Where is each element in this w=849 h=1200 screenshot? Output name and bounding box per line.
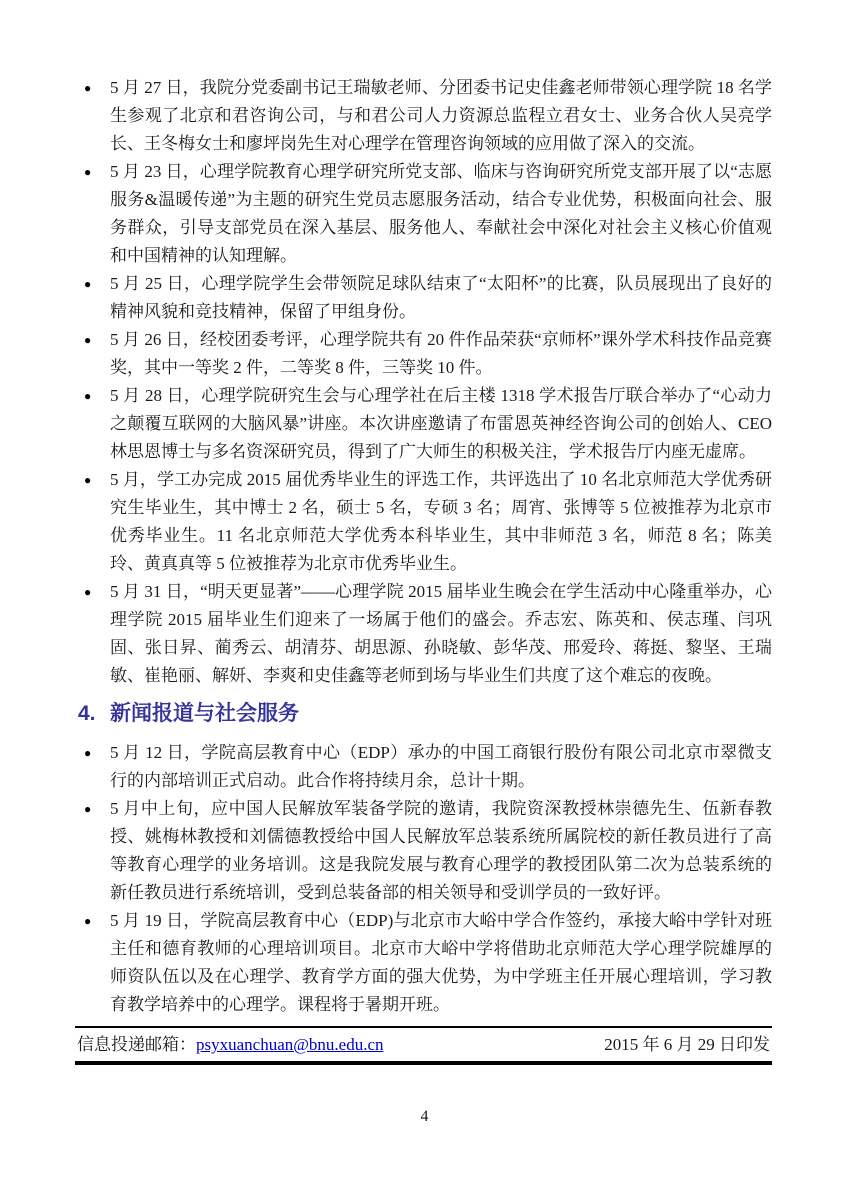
section-title: 新闻报道与社会服务 (110, 702, 299, 725)
footer-rule-thick (75, 1061, 772, 1065)
list-item (75, 907, 772, 1019)
bullet-text: 5 月中上旬，应中国人民解放军装备学院的邀请，我院资深教授林崇德先生、伍新春教授、姚梅林教授和刘儒德教授给中国人民解放军总装系统所属院校的新任教员进行了高等教育心理学的业务培训。这是我院发展与教育心理学的教授团队第二次为总装系统的新任教员进行系统培训，受到总装备部的相关领导和受训学员的一致好评。 (110, 799, 772, 902)
bullet-icon: ● (84, 802, 92, 816)
list-item (75, 74, 772, 158)
list-item (75, 739, 772, 795)
bullet-icon: ● (84, 165, 92, 179)
list-item (75, 382, 772, 466)
bullet-icon: ● (84, 473, 92, 487)
footer-contact (77, 1033, 384, 1057)
section-number: 4. (78, 702, 96, 725)
bullet-icon: ● (84, 585, 92, 599)
section-heading (75, 700, 772, 727)
bullet-text: 5 月 12 日，学院高层教育中心（EDP）承办的中国工商银行股份有限公司北京市翠微支行的内部培训正式启动。此合作将持续月余，总计十期。 (110, 743, 772, 790)
footer-email-link[interactable]: psyxuanchuan@bnu.edu.cn (196, 1035, 384, 1054)
list-item (75, 326, 772, 382)
bullet-icon: ● (84, 914, 92, 928)
list-item (75, 270, 772, 326)
bullet-text: 5 月 28 日，心理学院研究生会与心理学社在后主楼 1318 学术报告厅联合举办了“心动力之颠覆互联网的大脑风暴”讲座。本次讲座邀请了布雷恩英神经咨询公司的创始人、CEO 林思恩博士与多名资深研究员，得到了广大师生的积极关注，学术报告厅内座无虚席。 (110, 386, 772, 461)
list-item (75, 466, 772, 578)
footer-rule-thin (75, 1026, 772, 1028)
list-item (75, 578, 772, 690)
footer-email-label: 信息投递邮箱： (77, 1035, 196, 1054)
bullet-text: 5 月，学工办完成 2015 届优秀毕业生的评选工作，共评选出了 10 名北京师范大学优秀研究生毕业生，其中博士 2 名，硕士 5 名，专硕 3 名；周宵、张博等 5 位被推荐为北京市优秀毕业生。11 名北京师范大学优秀本科毕业生，其中非师范 3 名，师范 8 名；陈美玲、黄真真等 5 位被推荐为北京市优秀毕业生。 (110, 470, 772, 573)
footer-print-date: 2015 年 6 月 29 日印发 (604, 1035, 770, 1054)
bullet-text: 5 月 26 日，经校团委考评，心理学院共有 20 件作品荣获“京师杯”课外学术科技作品竞赛奖，其中一等奖 2 件，二等奖 8 件，三等奖 10 件。 (110, 330, 772, 377)
bullet-icon: ● (84, 389, 92, 403)
bullet-text: 5 月 31 日，“明天更显著”——心理学院 2015 届毕业生晚会在学生活动中心隆重举办，心理学院 2015 届毕业生们迎来了一场属于他们的盛会。乔志宏、陈英和、侯志瑾、闫巩固、张日昇、蔺秀云、胡清芬、胡思源、孙晓敏、彭华茂、邢爱玲、蒋挺、黎坚、王瑞敏、崔艳丽、解妍、李爽和史佳鑫等老师到场与毕业生们共度了这个难忘的夜晚。 (110, 582, 772, 685)
document-body (75, 74, 772, 1019)
list-item (75, 158, 772, 270)
bullet-text: 5 月 27 日，我院分党委副书记王瑞敏老师、分团委书记史佳鑫老师带领心理学院 18 名学生参观了北京和君咨询公司，与和君公司人力资源总监程立君女士、业务合伙人吴亮学长、王冬梅女士和廖坪岗先生对心理学在管理咨询领域的应用做了深入的交流。 (110, 78, 772, 153)
page-number: 4 (420, 1108, 429, 1125)
bullet-icon: ● (84, 277, 92, 291)
bullet-text: 5 月 23 日，心理学院教育心理学研究所党支部、临床与咨询研究所党支部开展了以“志愿服务&温暖传递”为主题的研究生党员志愿服务活动，结合专业优势，积极面向社会、服务群众，引导支部党员在深入基层、服务他人、奉献社会中深化对社会主义核心价值观和中国精神的认知理解。 (110, 162, 772, 265)
bullet-icon: ● (84, 333, 92, 347)
list-item (75, 795, 772, 907)
footer (77, 1033, 770, 1057)
bullet-text: 5 月 19 日，学院高层教育中心（EDP)与北京市大峪中学合作签约，承接大峪中学针对班主任和德育教师的心理培训项目。北京市大峪中学将借助北京师范大学心理学院雄厚的师资队伍以及在心理学、教育学方面的强大优势，为中学班主任开展心理培训，学习教育教学培养中的心理学。课程将于暑期开班。 (110, 911, 772, 1014)
bullet-icon: ● (84, 81, 92, 95)
bullet-icon: ● (84, 746, 92, 760)
bullet-text: 5 月 25 日，心理学院学生会带领院足球队结束了“太阳杯”的比赛，队员展现出了良好的精神风貌和竞技精神，保留了甲组身份。 (110, 274, 772, 321)
